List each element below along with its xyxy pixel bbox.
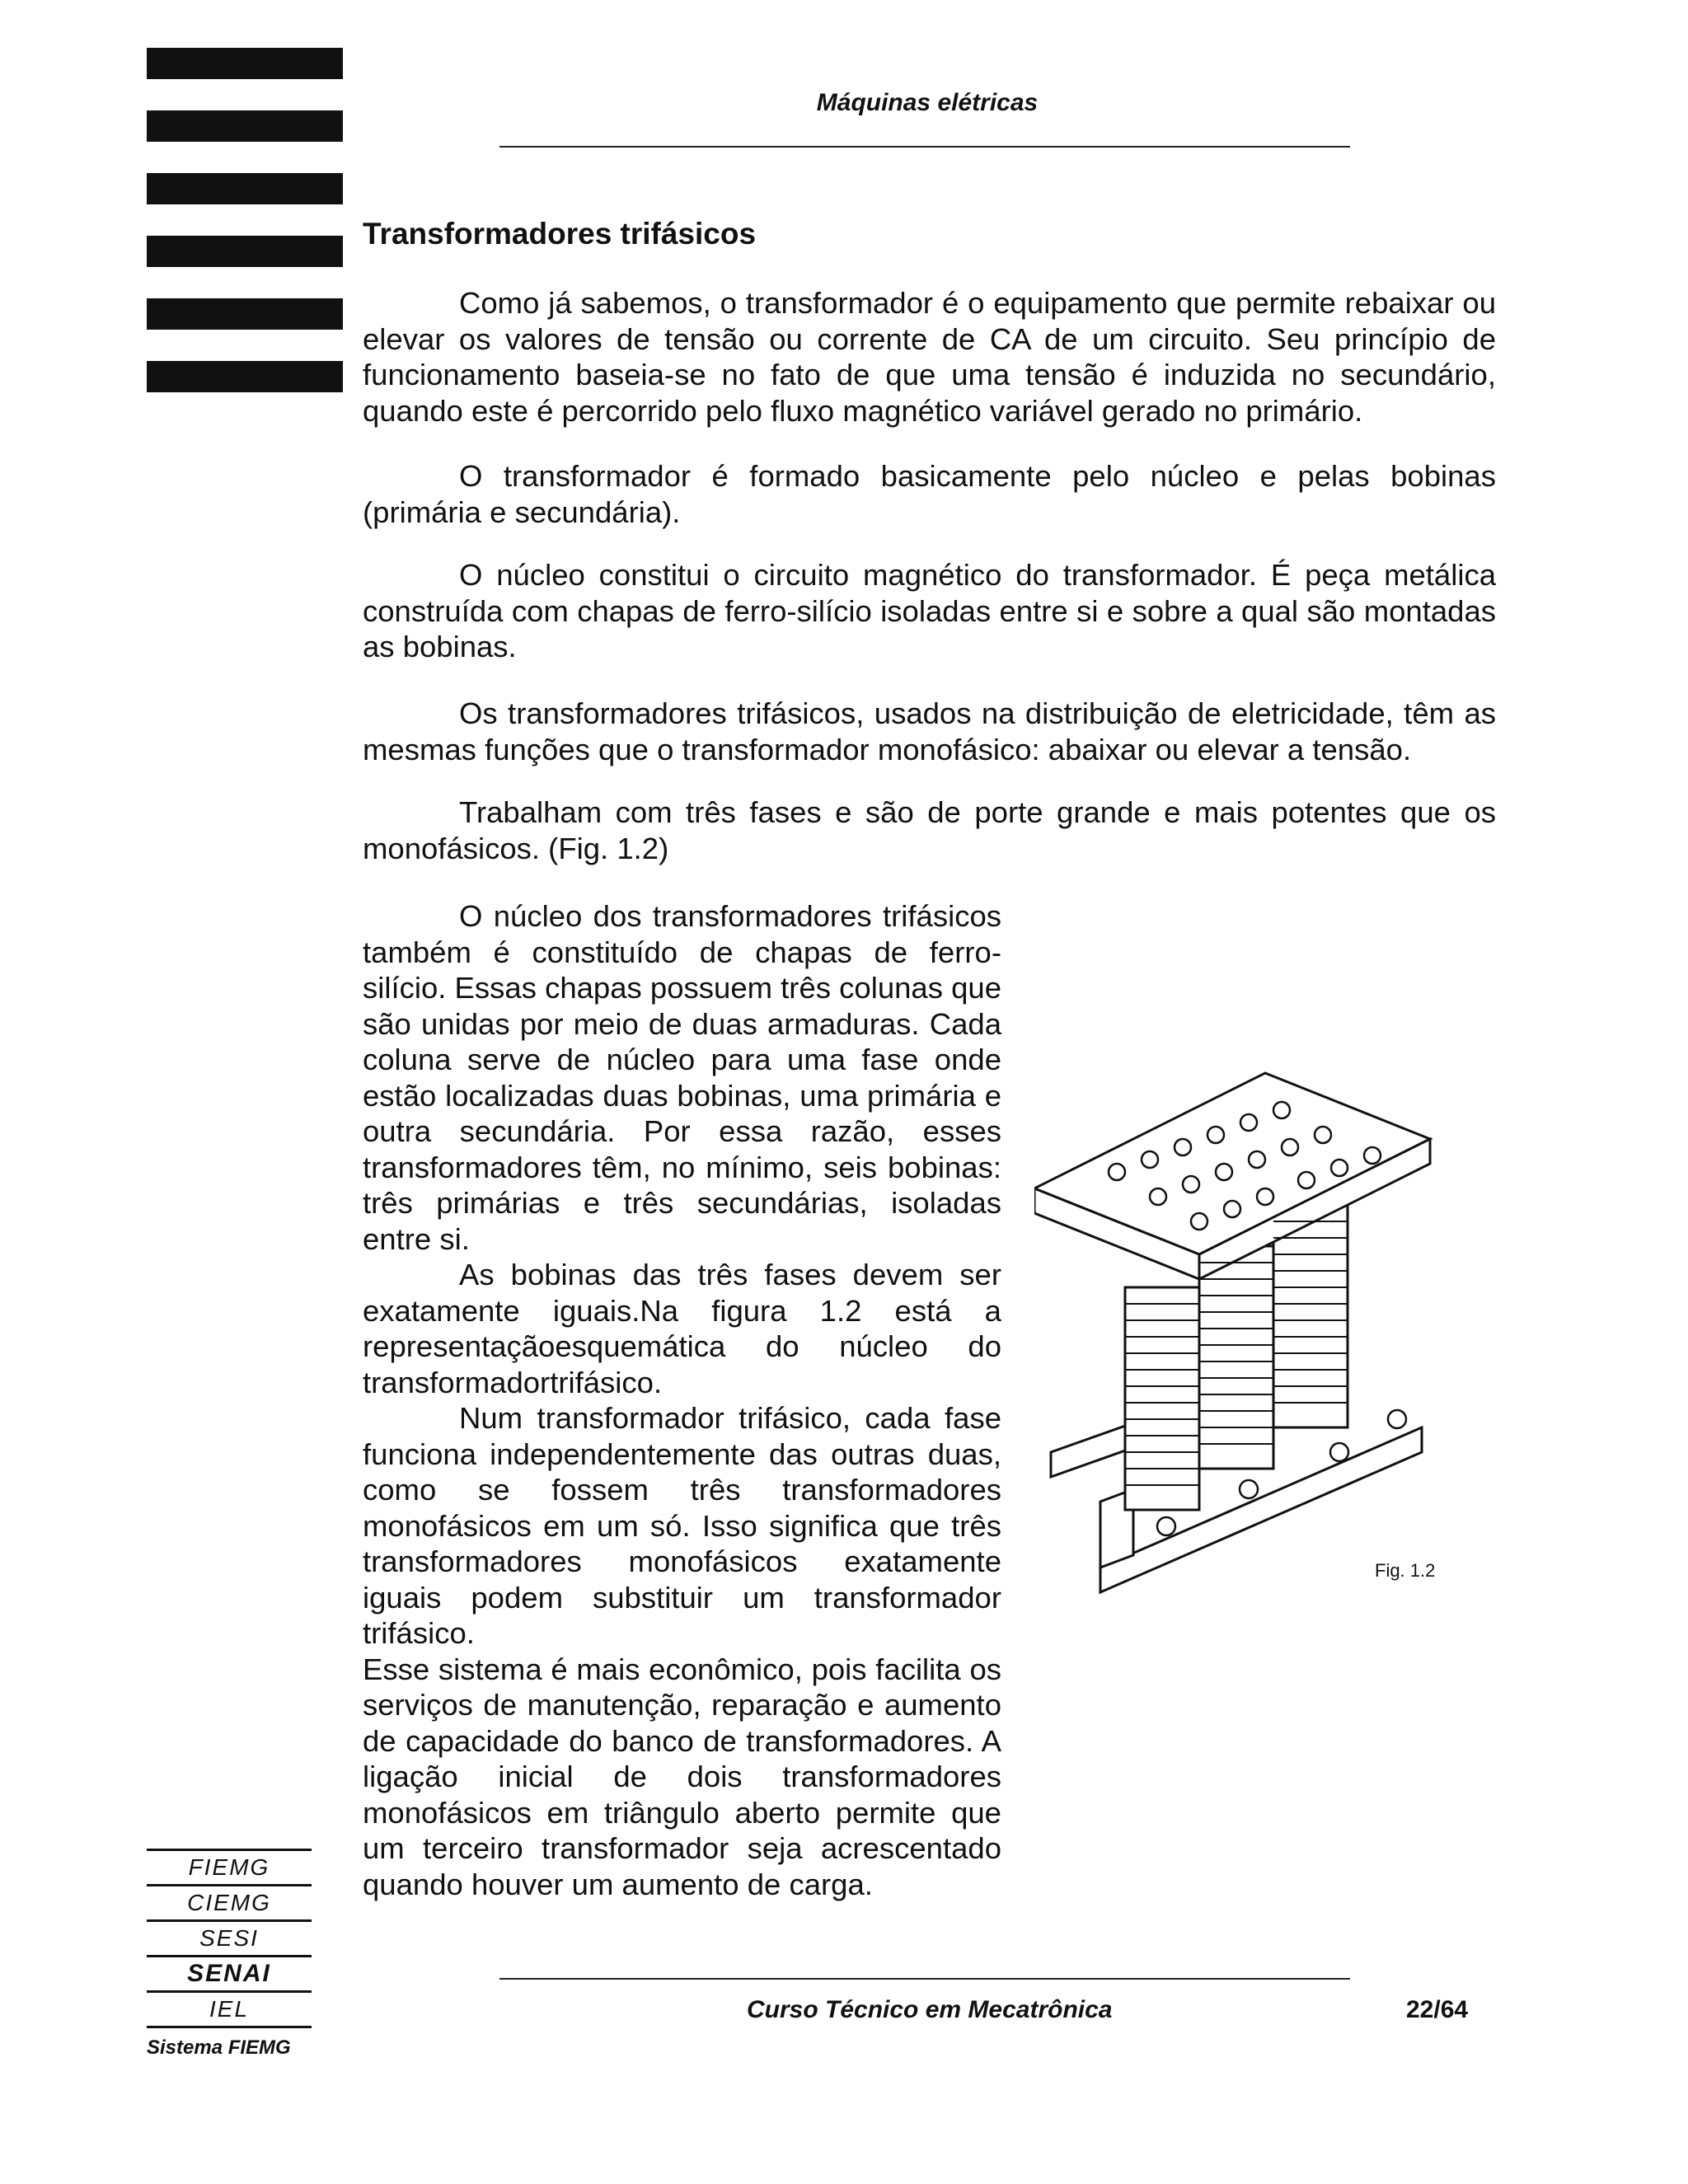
logo-rule: [147, 1955, 312, 1957]
paragraph-text: Esse sistema é mais econômico, pois facilita os serviços de manutenção, reparação e aumento de capacidade do banco de transformadores. A ligação inicial de dois transformadores monofásicos em triângulo aberto permite que um terceiro transformador seja acrescentado quando houver um aumento de carga.: [363, 1652, 1001, 1901]
side-bar: [147, 236, 343, 267]
header-divider: [499, 146, 1350, 148]
logo-line: IEL: [209, 1996, 250, 2022]
column-text: [363, 898, 1001, 1902]
paragraph: [363, 285, 1496, 429]
logo-line: SESI: [199, 1925, 259, 1951]
page-header-title: Máquinas elétricas: [816, 89, 1039, 116]
section-title: Transformadores trifásicos: [363, 217, 757, 251]
paragraph-text: Como já sabemos, o transformador é o equipamento que permite rebaixar ou elevar os valores de tensão ou corrente de CA de um circuito. Seu princípio de funcionamento baseia-se no fato de que uma tensão é induzida no secundário, quando este é percorrido pelo fluxo magnético variável gerado no primário.: [363, 286, 1496, 428]
side-bar: [147, 298, 343, 330]
paragraph-text: O núcleo dos transformadores trifásicos também é constituído de chapas de ferro-silício. Essas chapas possuem três colunas que são unidas por meio de duas armaduras. Cada coluna serve de núcleo para uma fase onde estão localizadas duas bobinas, uma primária e outra secundária. Por essa razão, esses transformadores têm, no mínimo, seis bobinas: três primárias e três secundárias, isoladas entre si.: [363, 899, 1002, 1256]
logo-line: CIEMG: [187, 1890, 271, 1915]
logo-rule: [147, 1849, 312, 1851]
paragraph-text: Trabalham com três fases e são de porte grande e mais potentes que os monofásicos. (Fig. 1.2): [363, 795, 1496, 865]
logo-rule: [147, 2026, 312, 2028]
paragraph-text: O transformador é formado basicamente pelo núcleo e pelas bobinas (primária e secundária).: [363, 459, 1496, 529]
logo-line: SENAI: [187, 1960, 271, 1987]
three-phase-transformer-illustration: [1034, 1040, 1455, 1617]
paragraph-text: O núcleo constitui o circuito magnético do transformador. É peça metálica construída com chapas de ferro-silício isoladas entre si e sobre a qual são montadas as bobinas.: [363, 558, 1496, 663]
decorative-side-bars: [147, 48, 343, 424]
page-number: 22/64: [1406, 1996, 1469, 2023]
footer-course-title: Curso Técnico em Mecatrônica: [747, 1996, 1113, 2023]
side-bar: [147, 361, 343, 392]
side-bar: [147, 110, 343, 142]
paragraph-text: Os transformadores trifásicos, usados na distribuição de eletricidade, têm as mesmas funções que o transformador monofásico: abaixar ou elevar a tensão.: [363, 696, 1496, 766]
figure-caption: Fig. 1.2: [1375, 1560, 1436, 1581]
logo-rule: [147, 1884, 312, 1886]
footer-divider: [499, 1978, 1350, 1980]
logo-rule: [147, 1919, 312, 1922]
logo-rule: [147, 1990, 312, 1993]
logo-footer: Sistema FIEMG: [147, 2036, 291, 2059]
paragraph: [363, 696, 1496, 767]
paragraph-text: Num transformador trifásico, cada fase funciona independentemente das outras duas, como se fossem três transformadores monofásicos em um só. Isso significa que três transformadores monofásicos exatamente iguais podem substituir um transformador trifásico.: [363, 1401, 1001, 1650]
paragraph: [363, 794, 1496, 866]
paragraph: [363, 557, 1496, 665]
fiemg-logo: [147, 1846, 312, 2060]
side-bar: [147, 173, 343, 204]
logo-line: FIEMG: [188, 1854, 270, 1880]
paragraph-text: As bobinas das três fases devem ser exatamente iguais.Na figura 1.2 está a representaçãoesquemática do núcleo do transformadortrifásico.: [363, 1258, 1001, 1399]
paragraph: [363, 458, 1496, 530]
side-bar: [147, 48, 343, 79]
